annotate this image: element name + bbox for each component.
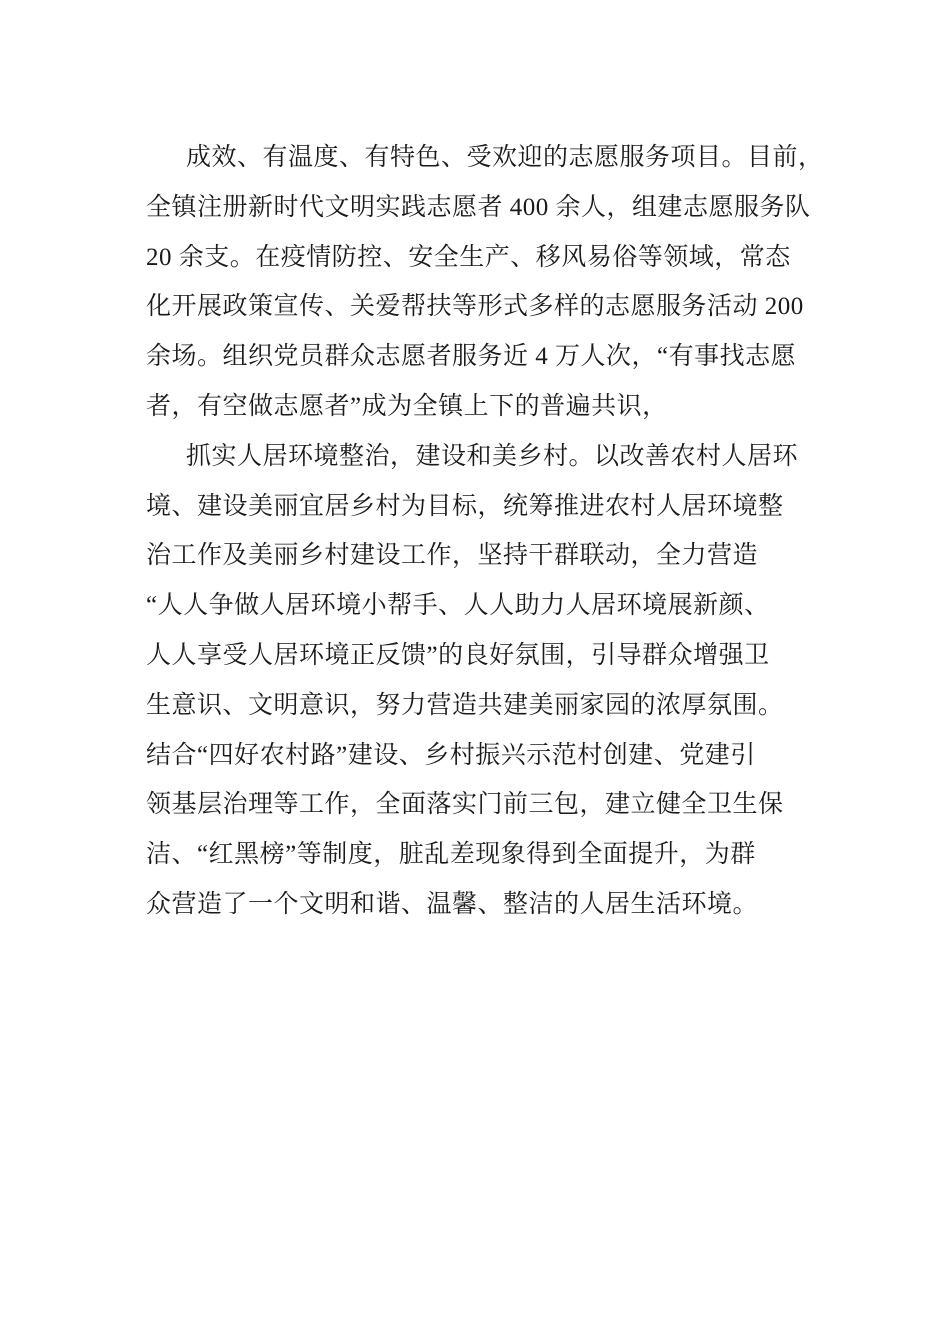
text-line: 成效、有温度、有特色、受欢迎的志愿服务项目。目前， [186,144,824,171]
text-line: 者，有空做志愿者”成为全镇上下的普遍共识， [146,392,668,420]
text-line: 生意识、文明意识，努力营造共建美丽家园的浓厚氛围。 [146,691,784,719]
text-line: 人人享受人居环境正反馈”的良好氛围，引导群众增强卫 [146,641,770,669]
document-body [146,133,824,930]
text-line: 全镇注册新时代文明实践志愿者 400 余人，组建志愿服务队 [146,193,811,221]
text-line: 治工作及美丽乡村建设工作，坚持干群联动，全力营造 [146,542,759,570]
paragraph-living-environment [146,432,814,930]
text-line: 20 余支。在疫情防控、安全生产、移风易俗等领域，常态 [146,243,791,271]
text-line: 化开展政策宣传、关爱帮扶等形式多样的志愿服务活动 200 [146,293,804,321]
text-line: 领基层治理等工作，全面落实门前三包，建立健全卫生保 [146,791,784,819]
text-line: 结合“四好农村路”建设、乡村振兴示范村创建、党建引 [146,741,756,769]
text-line: 余场。组织党员群众志愿者服务近 4 万人次，“有事找志愿 [146,343,797,371]
text-line: 众营造了一个文明和谐、温馨、整洁的人居生活环境。 [146,890,759,918]
text-line: 境、建设美丽宜居乡村为目标，统筹推进农村人居环境整 [146,492,784,520]
text-line: 洁、“红黑榜”等制度，脏乱差现象得到全面提升，为群 [146,841,756,869]
text-line: 抓实人居环境整治，建设和美乡村。以改善农村人居环 [186,442,799,470]
text-line: “人人争做人居环境小帮手、人人助力人居环境展新颜、 [146,592,770,620]
paragraph-volunteer-service [146,133,824,432]
